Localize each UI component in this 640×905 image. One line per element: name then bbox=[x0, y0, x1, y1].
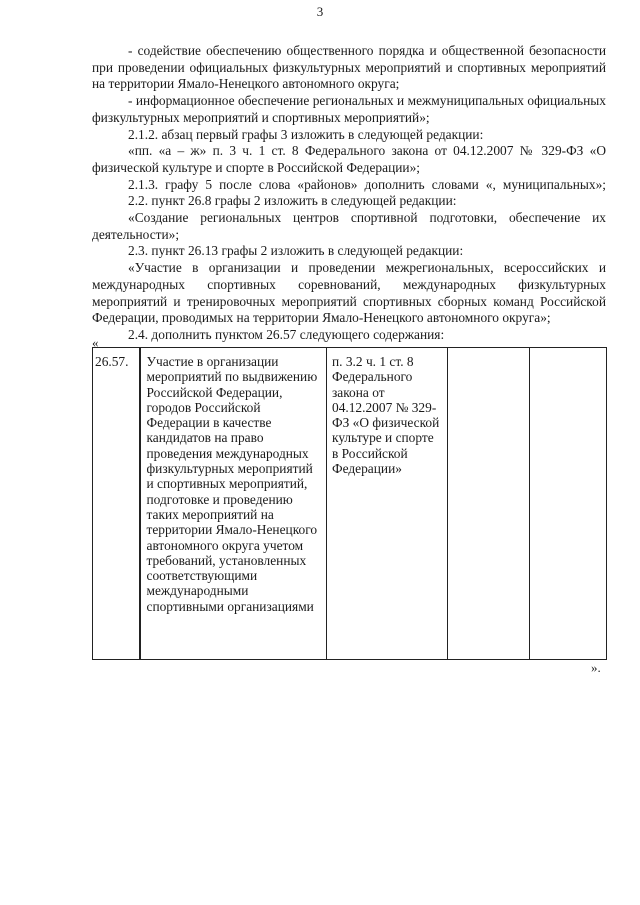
paragraph-2-4: 2.4. дополнить пунктом 26.57 следующего содержания: bbox=[128, 326, 445, 342]
paragraph-2-2: 2.2. пункт 26.8 графы 2 изложить в следующей редакции: bbox=[128, 193, 457, 209]
paragraph-information-support: - информационное обеспечение региональных и межмуниципальных официальных физкультурных мероприятий и спортивных мероприятий»; bbox=[92, 93, 606, 125]
cell-column-5 bbox=[530, 348, 607, 660]
cell-column-4 bbox=[448, 348, 530, 660]
paragraph-2-3: 2.3. пункт 26.13 графы 2 изложить в следующей редакции: bbox=[128, 243, 464, 259]
paragraph-2-1-3: 2.1.3. графу 5 после слова «районов» дополнить словами «, муниципальных»; bbox=[128, 176, 606, 192]
cell-description: Участие в организации мероприятий по выдвижению Российской Федерации, городов Российской Федерации в качестве кандидатов на право проведения международных физкультурных мероприятий и спортивных мероприятий, подготовке и проведению таких мероприятий на территории Ямало-Ненецкого автономного округа учетом требований, установленных соответствующими международными спортивными организациями bbox=[140, 348, 327, 660]
table-row bbox=[93, 348, 607, 660]
cell-item-number: 26.57. bbox=[93, 348, 140, 660]
cell-legal-basis: п. 3.2 ч. 1 ст. 8 Федерального закона от 04.12.2007 № 329-ФЗ «О физической культуре и спорте в Российской Федерации» bbox=[327, 348, 448, 660]
inserted-row-table bbox=[92, 347, 607, 660]
paragraph-competitions: «Участие в организации и проведении межрегиональных, всероссийских и международных спортивных соревнований, международных физкультурных мероприятий и тренировочных мероприятий спортивных сборных команд Российской Федерации, проводимых на территории Ямало-Ненецкого автономного округа»; bbox=[92, 260, 606, 326]
document-body bbox=[92, 43, 606, 344]
closing-quote: ». bbox=[591, 660, 601, 675]
page-number: 3 bbox=[316, 4, 324, 19]
paragraph-2-1-2: 2.1.2. абзац первый графы 3 изложить в следующей редакции: bbox=[128, 126, 484, 142]
paragraph-law-reference: «пп. «а – ж» п. 3 ч. 1 ст. 8 Федерального закона от 04.12.2007 № 329-ФЗ «О физической культуре и спорте в Российской Федерации»; bbox=[92, 143, 606, 175]
paragraph-security-support: - содействие обеспечению общественного порядка и общественной безопасности при проведении официальных физкультурных мероприятий и спортивных мероприятий на территории Ямало-Ненецкого автономного округа; bbox=[92, 43, 606, 92]
paragraph-regional-centers: «Создание региональных центров спортивной подготовки, обеспечение их деятельности»; bbox=[92, 210, 606, 242]
opening-quote: « bbox=[92, 335, 99, 350]
